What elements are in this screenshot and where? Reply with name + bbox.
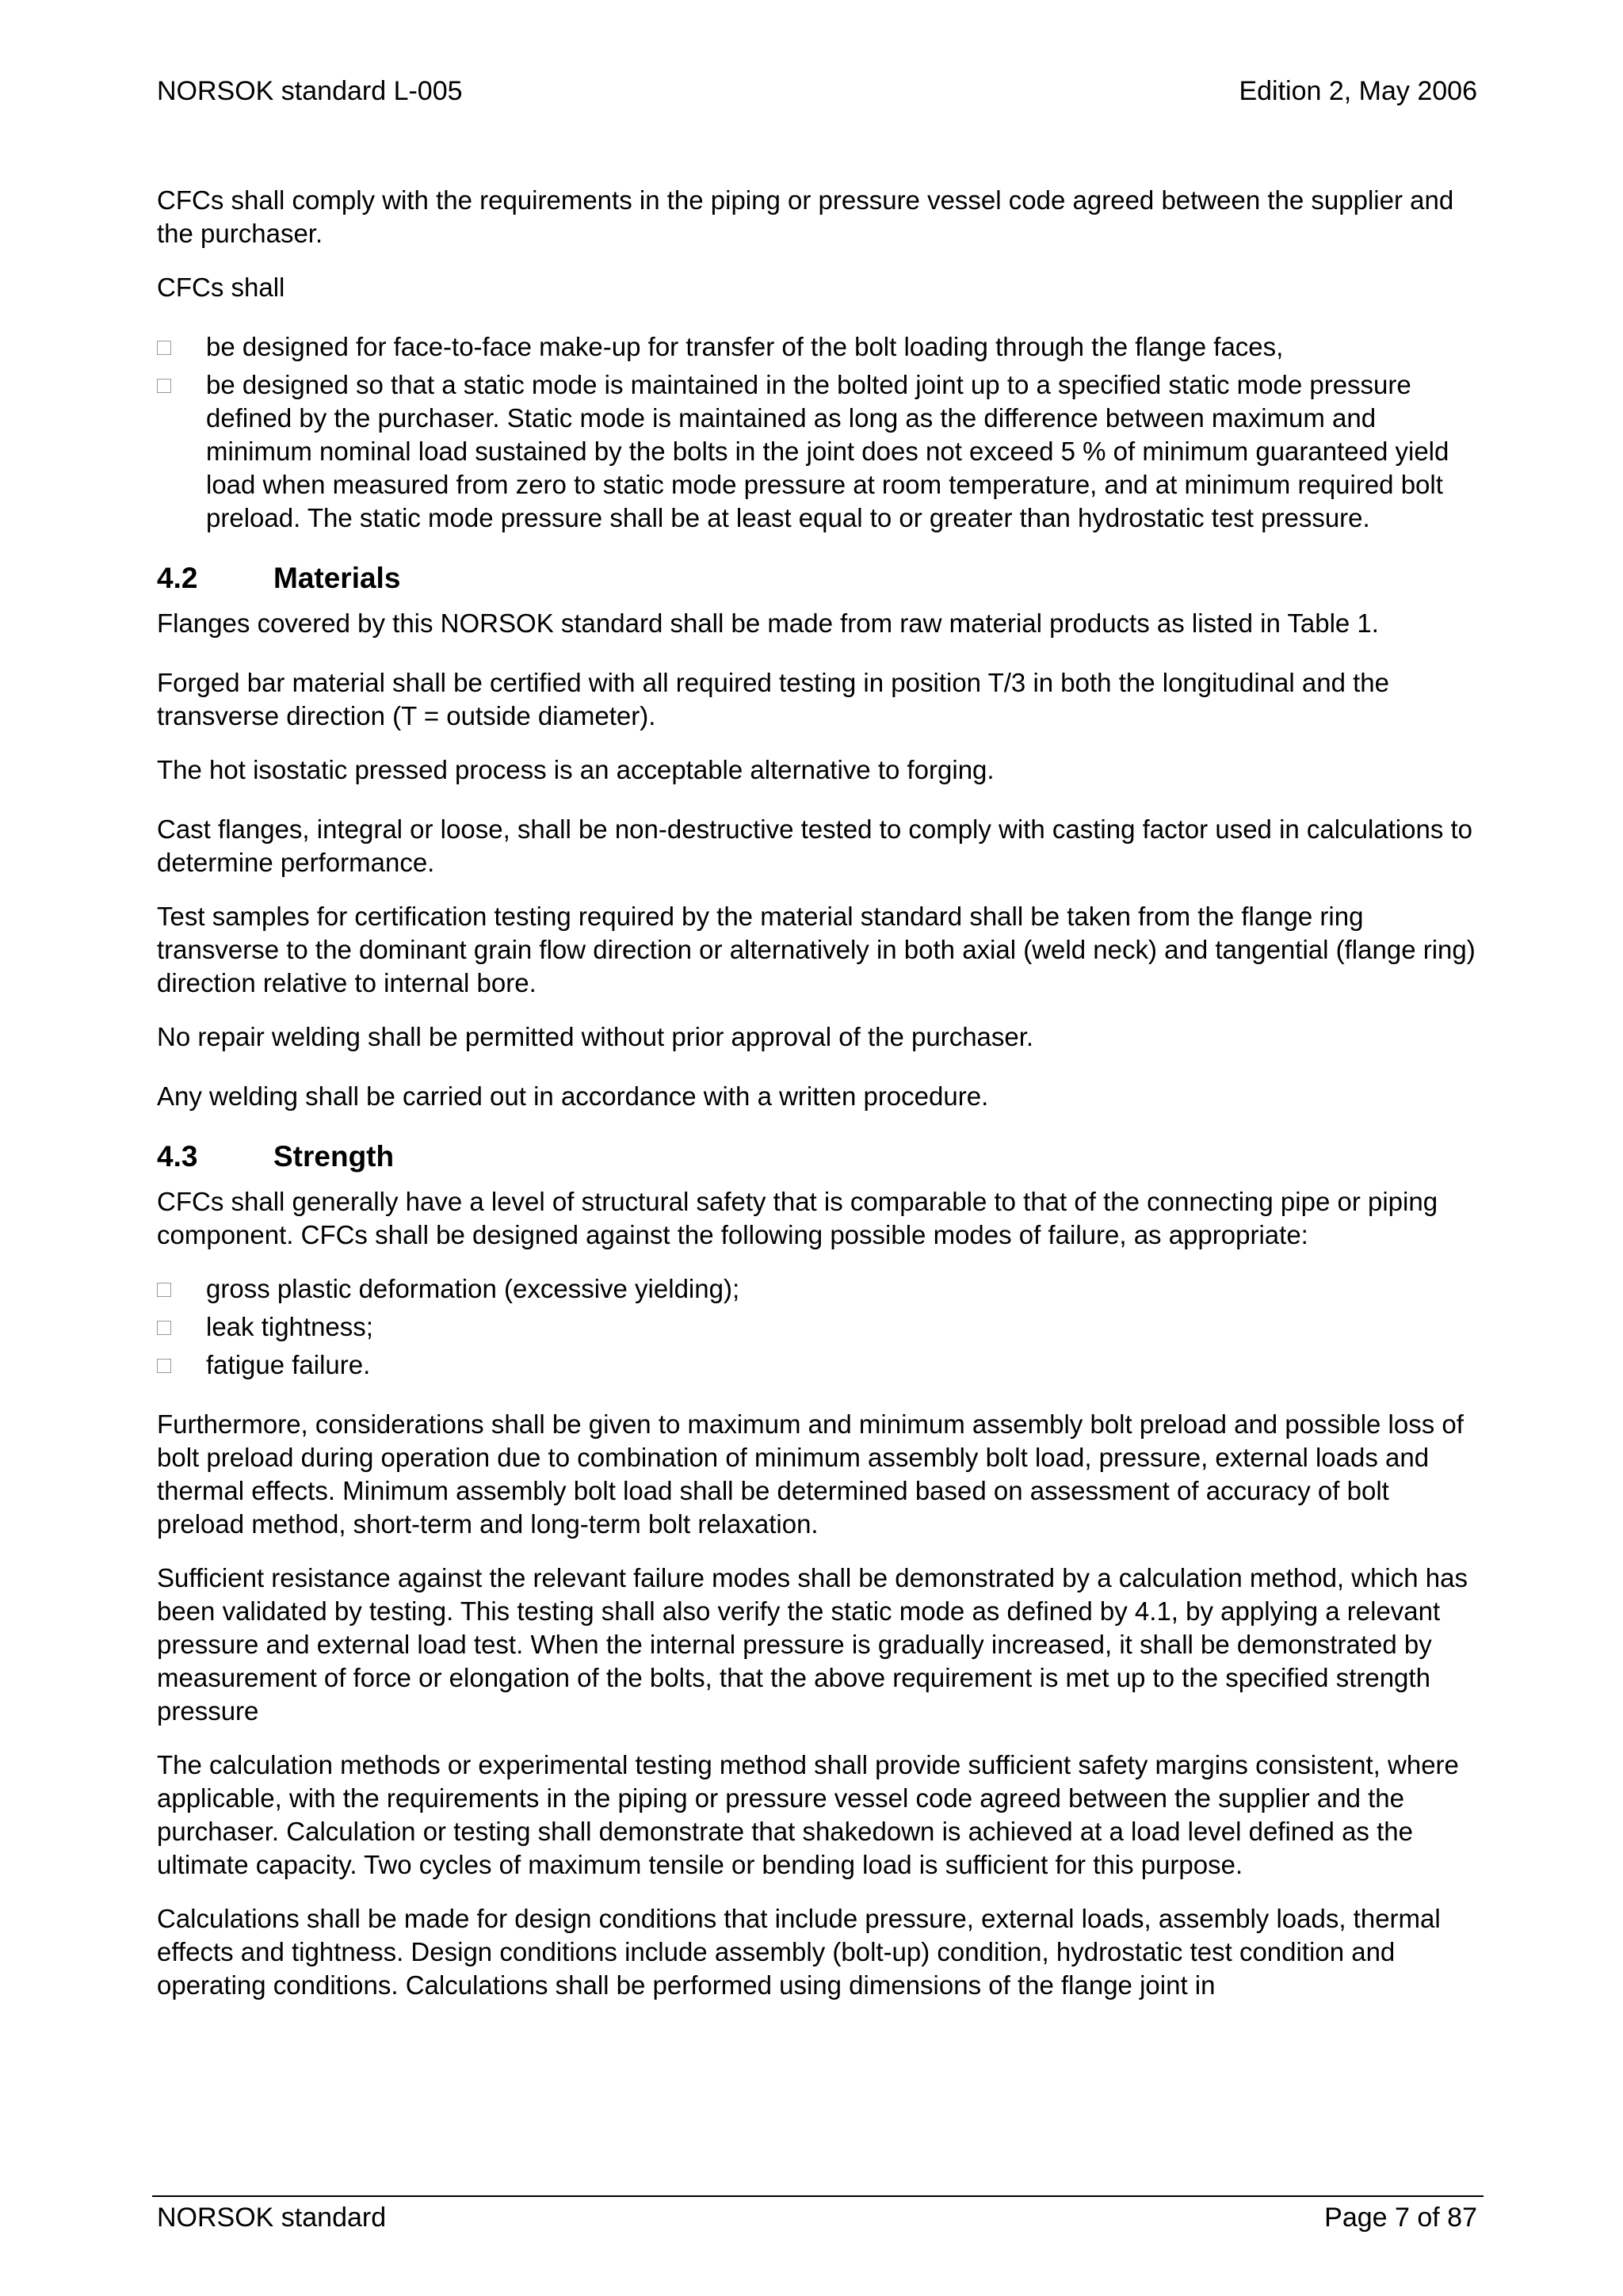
list-item [157,368,1477,535]
bullet-box-icon [157,379,171,393]
section-heading [157,1139,1477,1174]
running-footer [157,2203,1477,2233]
paragraph: Sufficient resistance against the relevant failure modes shall be demonstrated by a calculation method, which has been validated by testing. This testing shall also verify the static mode as defined by 4.1, by applying a relevant pressure and external load test. When the internal pressure is gradually increased, it shall be demonstrated by measurement of force or elongation of the bolts, that the above requirement is met up to the specified strength pressure [157,1563,1468,1726]
section-number: 4.2 [157,562,198,594]
paragraph: Furthermore, considerations shall be given to maximum and minimum assembly bolt preload and possible loss of bolt preload during operation due to combination of minimum assembly bolt load, pressure, external loads and thermal effects. Minimum assembly bolt load shall be determined based on assessment of accuracy of bolt preload method, short-term and long-term bolt relaxation. [157,1409,1464,1539]
paragraph: Flanges covered by this NORSOK standard shall be made from raw material products as listed in Table 1. [157,608,1379,638]
bullet-list [157,330,1477,535]
paragraph: The calculation methods or experimental testing method shall provide sufficient safety margins consistent, where applicable, with the requirements in the piping or pressure vessel code agreed between the supplier and the purchaser. Calculation or testing shall demonstrate that shakedown is achieved at a load level defined as the ultimate capacity. Two cycles of maximum tensile or bending load is sufficient for this purpose. [157,1750,1459,1879]
paragraph: The hot isostatic pressed process is an acceptable alternative to forging. [157,755,995,784]
page-number: Page 7 of 87 [1324,2203,1477,2233]
bullet-box-icon [157,1283,171,1297]
list-item-text: fatigue failure. [206,1350,371,1379]
paragraph: CFCs shall comply with the requirements in the piping or pressure vessel code agreed between the supplier and the purchaser. [157,185,1454,248]
bullet-list [157,1272,1477,1382]
paragraph: Forged bar material shall be certified with all required testing in position T/3 in both the longitudinal and the transverse direction (T = outside diameter). [157,668,1389,730]
list-item-text: leak tightness; [206,1312,373,1341]
header-right: Edition 2, May 2006 [1239,76,1477,106]
list-item [157,1272,1477,1306]
document-body [157,184,1477,2028]
list-item [157,1348,1477,1382]
bullet-box-icon [157,1359,171,1373]
bullet-box-icon [157,1321,171,1335]
section-title: Strength [273,1140,395,1173]
header-left: NORSOK standard L-005 [157,76,463,106]
running-header [157,76,1477,107]
paragraph: Calculations shall be made for design conditions that include pressure, external loads, assembly loads, thermal effects and tightness. Design conditions include assembly (bolt-up) condition, hydrostatic test condition and operating conditions. Calculations shall be performed using dimensions of the flange joint in [157,1904,1441,2000]
section-heading [157,561,1477,596]
list-item-text: be designed so that a static mode is maintained in the bolted joint up to a specified static mode pressure defined by the purchaser. Static mode is maintained as long as the difference between maximum and minimum nominal load sustained by the bolts in the joint does not exceed 5 % of minimum guaranteed yield load when measured from zero to static mode pressure at room temperature, and at minimum required bolt preload. The static mode pressure shall be at least equal to or greater than hydrostatic test pressure. [206,370,1449,532]
paragraph: Any welding shall be carried out in accordance with a written procedure. [157,1081,989,1111]
paragraph: Test samples for certification testing required by the material standard shall be taken from the flange ring transverse to the dominant grain flow direction or alternatively in both axial (weld neck) and tangential (flange ring) direction relative to internal bore. [157,902,1476,997]
paragraph: No repair welding shall be permitted without prior approval of the purchaser. [157,1022,1034,1051]
list-item [157,330,1477,364]
paragraph: CFCs shall generally have a level of structural safety that is comparable to that of the connecting pipe or piping component. CFCs shall be designed against the following possible modes of failure, as appropriate: [157,1187,1438,1249]
footer-left: NORSOK standard [157,2203,387,2233]
section-number: 4.3 [157,1140,198,1173]
list-item-text: gross plastic deformation (excessive yielding); [206,1274,740,1303]
list-item [157,1310,1477,1344]
paragraph: Cast flanges, integral or loose, shall be non-destructive tested to comply with casting factor used in calculations to determine performance. [157,814,1473,877]
footer-divider [152,2195,1484,2197]
section-title: Materials [273,562,401,594]
bullet-box-icon [157,341,171,355]
list-item-text: be designed for face-to-face make-up for transfer of the bolt loading through the flange faces, [206,332,1284,361]
paragraph: CFCs shall [157,273,285,302]
